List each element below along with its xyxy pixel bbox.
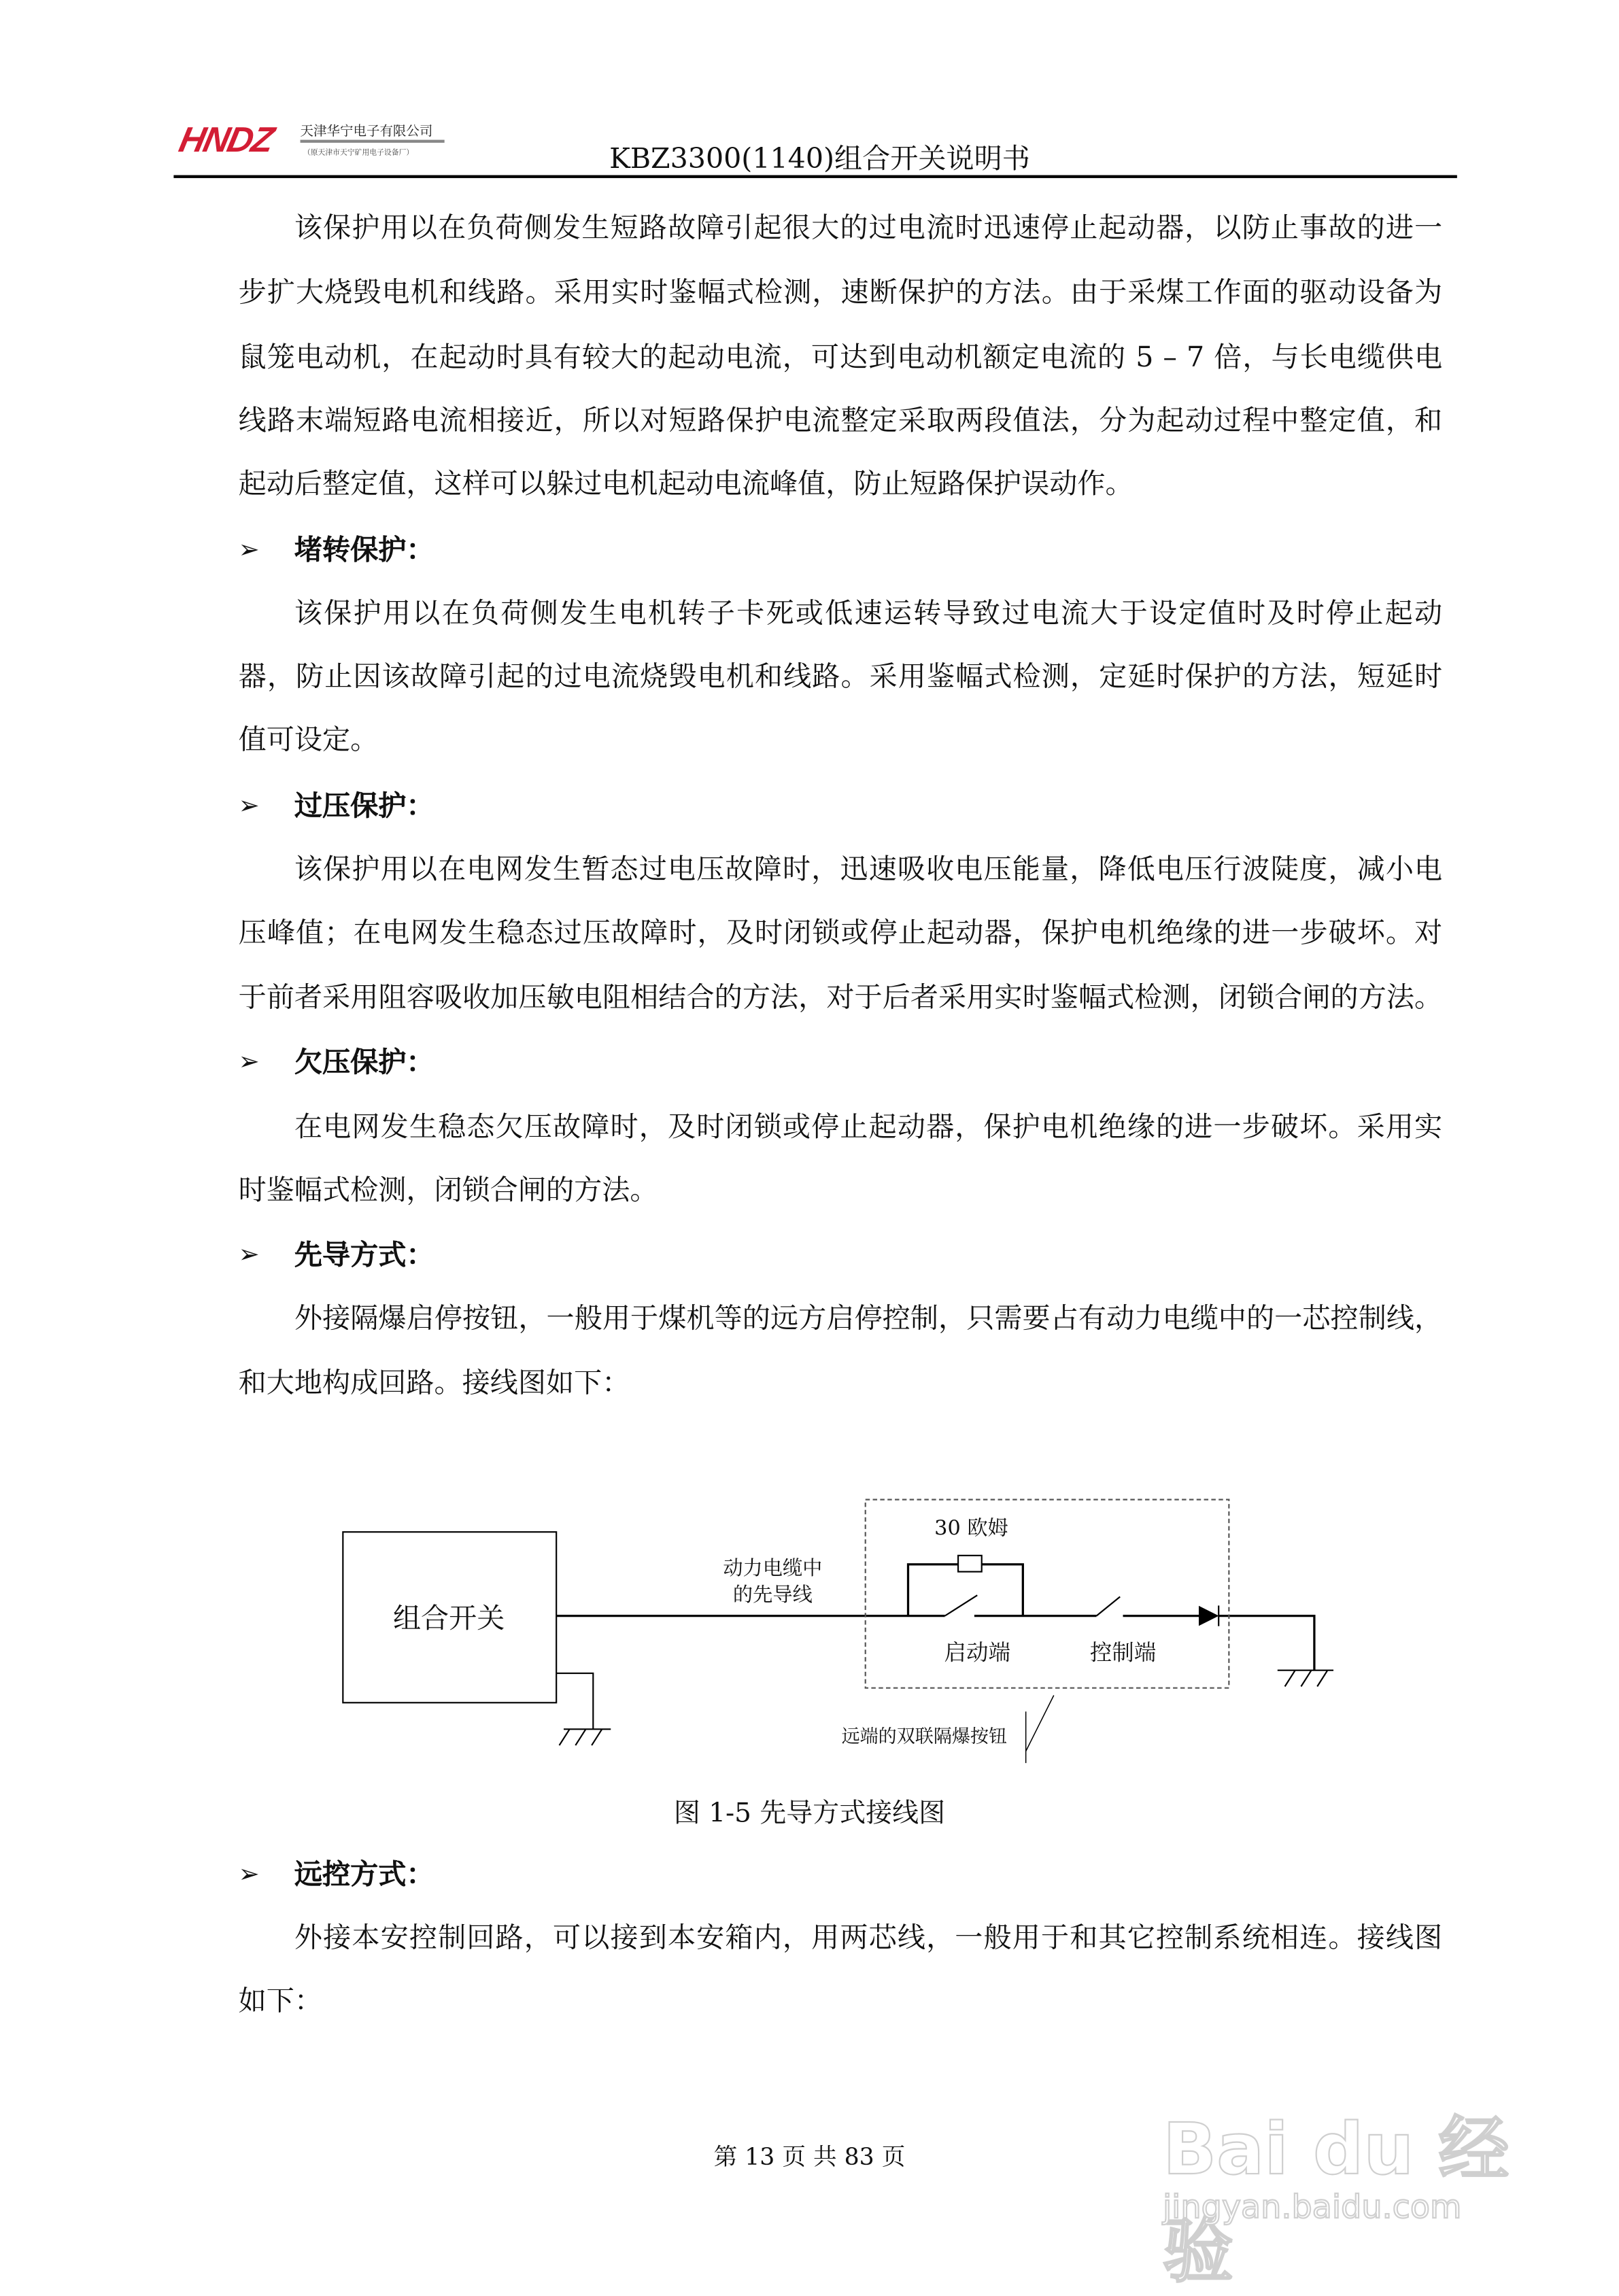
start-terminal-label: 启动端 [944,1639,1010,1666]
company-former-name: （原天津市天宁矿用电子设备厂） [303,148,414,158]
section-heading-stall: 堵转保护： [294,534,434,567]
figure-caption: 图 1-5 先导方式接线图 [673,1798,946,1830]
resistor-label: 30 欧姆 [934,1516,1008,1541]
remote-button-enclosure [866,1500,1229,1688]
page-number: 第 13 页 共 83 页 [713,2142,906,2171]
pilot-wiring-diagram [324,1479,1354,1773]
paragraph-line: 该保护用以在负荷侧发生短路故障引起很大的过电流时迅速停止起动器，以防止事故的进一 [294,211,1443,245]
paragraph-line: 线路末端短路电流相接近，所以对短路保护电流整定采取两段值法，分为起动过程中整定值，和 [238,405,1443,437]
remote-button-label: 远端的双联隔爆按钮 [841,1726,1008,1747]
leader-line [1026,1696,1054,1764]
paragraph-line: 该保护用以在负荷侧发生电机转子卡死或低速运转导致过电流大于设定值时及时停止起动 [294,597,1443,630]
resistor-symbol [958,1556,982,1572]
section-heading-undervoltage: 欠压保护： [294,1046,434,1079]
switch-contact [945,1595,1121,1615]
control-terminal-label: 控制端 [1089,1639,1157,1666]
document-title: KBZ3300(1140)组合开关说明书 [609,142,1030,175]
section-heading-pilot: 先导方式： [294,1239,434,1272]
bullet-arrow-icon: ➢ [238,535,260,566]
paragraph-line: 步扩大烧毁电机和线路。采用实时鉴幅式检测，速断保护的方法。由于采煤工作面的驱动设备为 [238,276,1443,309]
paragraph-line: 时鉴幅式检测，闭锁合闸的方法。 [238,1174,658,1207]
ground-icon [556,1673,611,1745]
company-logo [175,118,445,168]
paragraph-line: 鼠笼电动机，在起动时具有较大的起动电流，可达到电动机额定电流的 5 – 7 倍，与长电缆供电 [238,341,1443,374]
bullet-arrow-icon: ➢ [238,1860,260,1890]
paragraph-line: 外接隔爆启停按钮，一般用于煤机等的远方启停控制，只需要占有动力电缆中的一芯控制线， [294,1302,1443,1335]
ground-icon [1278,1670,1333,1687]
section-heading-overvoltage: 过压保护： [294,790,434,823]
paragraph-line: 压峰值；在电网发生稳态过压故障时，及时闭锁或停止起动器，保护电机绝缘的进一步破坏。对 [238,916,1443,950]
logo-divider [301,140,445,143]
cable-label: 动力电缆中 [723,1556,823,1580]
bullet-arrow-icon: ➢ [238,1240,260,1270]
paragraph-line: 如下： [238,1985,323,2018]
paragraph-line: 值可设定。 [238,723,379,757]
paragraph-line: 和大地构成回路。接线图如下： [238,1367,630,1400]
diode-symbol [1199,1607,1217,1625]
section-heading-remote: 远控方式： [294,1858,434,1891]
bullet-arrow-icon: ➢ [238,791,260,821]
switch-box-label: 组合开关 [392,1601,505,1634]
paragraph-line: 于前者采用阻容吸收加压敏电阻相结合的方法，对于后者采用实时鉴幅式检测，闭锁合闸的方法。 [238,981,1443,1014]
watermark-brand: Bai du 经验 [1162,2108,1510,2293]
logo-mark: HNDZ [175,120,277,160]
bullet-arrow-icon: ➢ [238,1048,260,1078]
paragraph-line: 该保护用以在电网发生暂态过电压故障时，迅速吸收电压能量，降低电压行波陡度，减小电 [294,853,1443,887]
header-rule [173,175,1456,178]
paragraph-line: 器，防止因该故障引起的过电流烧毁电机和线路。采用鉴幅式检测，定延时保护的方法，短延时 [238,660,1443,693]
paragraph-line: 外接本安控制回路，可以接到本安箱内，用两芯线，一般用于和其它控制系统相连。接线图 [294,1921,1443,1955]
watermark-url: jingyan.baidu.com [1162,2189,1462,2227]
paragraph-line: 起动后整定值，这样可以躲过电机起动电流峰值，防止短路保护误动作。 [238,468,1134,500]
paragraph-line: 在电网发生稳态欠压故障时，及时闭锁或停止起动器，保护电机绝缘的进一步破坏。采用实 [294,1111,1443,1144]
company-name: 天津华宁电子有限公司 [300,124,433,140]
baidu-jingyan-watermark [1155,2060,1538,2293]
cable-label: 的先导线 [732,1582,813,1606]
